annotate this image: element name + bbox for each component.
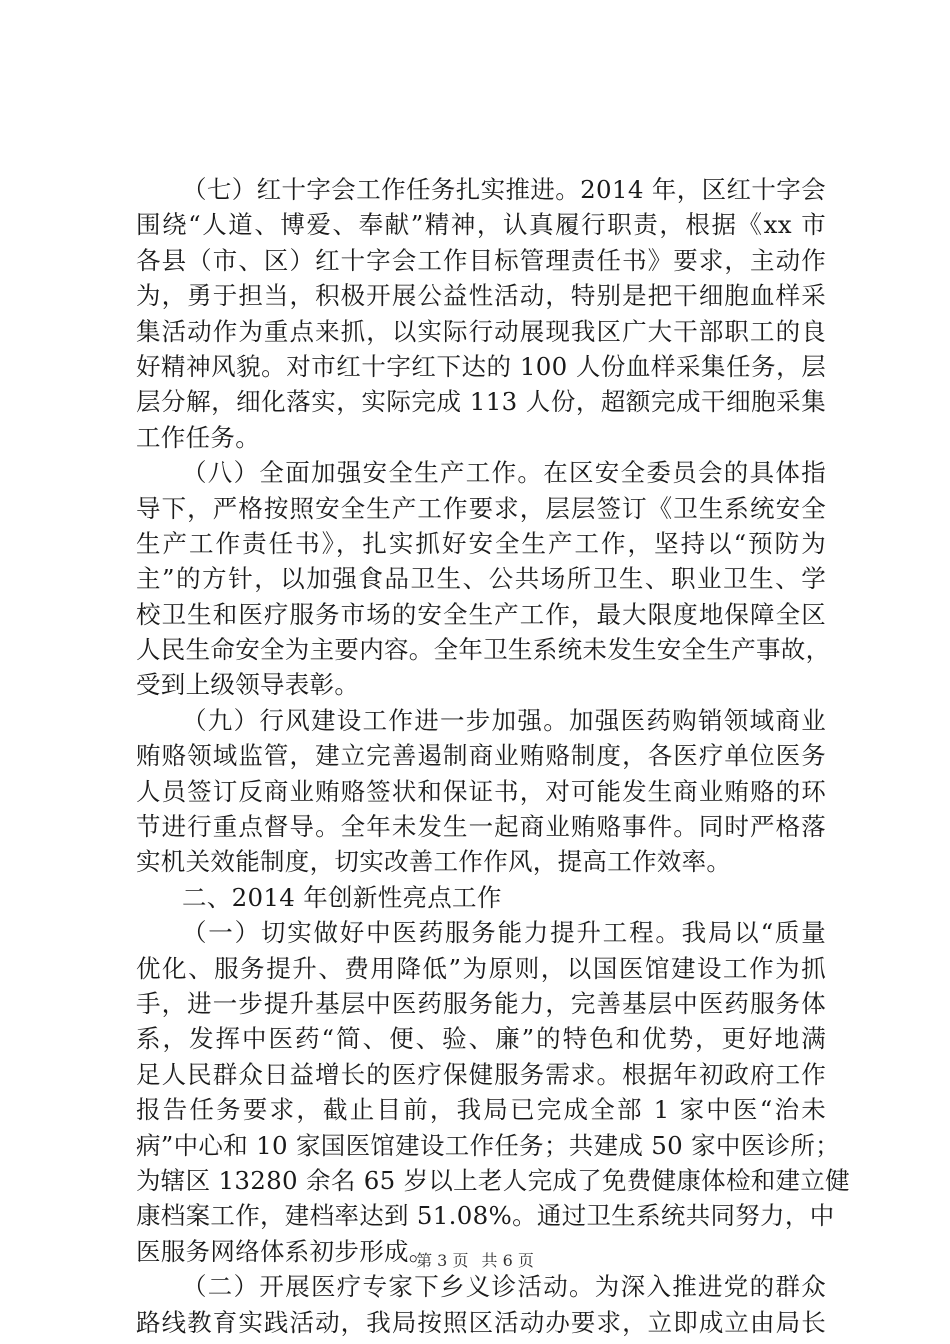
text-line: 受到上级领导表彰。 [136,670,360,700]
text-line: （二）开展医疗专家下乡义诊活动。为深入推进党的群众 [182,1272,826,1302]
text-line: 人民生命安全为主要内容。全年卫生系统未发生安全生产事故， [136,635,831,665]
text-line: 层分解，细化落实，实际完成 113 人份，超额完成干细胞采集 [136,387,826,417]
page-footer [0,1248,950,1271]
page-total: 共 6 页 [481,1251,534,1270]
text-line: 病”中心和 10 家国医馆建设工作任务；共建成 50 家中医诊所； [136,1130,840,1160]
text-line: 校卫生和医疗服务市场的安全生产工作，最大限度地保障全区 [136,599,826,629]
text-line: 人员签订反商业贿赂签状和保证书，对可能发生商业贿赂的环 [136,776,826,806]
text-line: 为辖区 13280 余名 65 岁以上老人完成了免费健康体检和建立健 [136,1165,850,1195]
page-number: 第 3 页 [416,1251,469,1270]
document-body [136,172,850,1340]
text-line: 围绕“人道、博爱、奉献”精神，认真履行职责，根据《xx 市 [136,210,826,240]
text-line: 节进行重点督导。全年未发生一起商业贿赂事件。同时严格落 [136,812,826,842]
text-line: 医服务网络体系初步形成。 [136,1236,434,1266]
text-line: 工作任务。 [136,422,260,452]
text-line: 足人民群众日益增长的医疗保健服务需求。根据年初政府工作 [136,1059,826,1089]
text-line: 贿赂领域监管，建立完善遏制商业贿赂制度，各医疗单位医务 [136,741,826,771]
text-line: 主”的方针，以加强食品卫生、公共场所卫生、职业卫生、学 [136,564,826,594]
text-line: 实机关效能制度，切实改善工作作风，提高工作效率。 [136,847,732,877]
text-line: （一）切实做好中医药服务能力提升工程。我局以“质量 [182,918,826,948]
text-line: 集活动作为重点来抓，以实际行动展现我区广大干部职工的良 [136,316,826,346]
text-line: 报告任务要求，截止目前，我局已完成全部 1 家中医“治未 [136,1095,826,1125]
text-line: 生产工作责任书》，扎实抓好安全生产工作，坚持以“预防为 [136,528,826,558]
text-line: 二、2014 年创新性亮点工作 [182,882,502,912]
text-line: （九）行风建设工作进一步加强。加强医药购销领域商业 [182,705,826,735]
text-line: 手，进一步提升基层中医药服务能力，完善基层中医药服务体 [136,988,826,1018]
text-line: 康档案工作，建档率达到 51.08%。通过卫生系统共同努力，中 [136,1201,835,1231]
text-line: 导下，严格按照安全生产工作要求，层层签订《卫生系统安全 [136,493,826,523]
text-line: 优化、服务提升、费用降低”为原则，以国医馆建设工作为抓 [136,953,826,983]
text-line: 好精神风貌。对市红十字红下达的 100 人份血样采集任务，层 [136,351,826,381]
text-line: 系，发挥中医药“简、便、验、廉”的特色和优势，更好地满 [136,1024,826,1054]
text-line: 路线教育实践活动，我局按照区活动办要求，立即成立由局长 [136,1307,826,1337]
text-line: 为，勇于担当，积极开展公益性活动，特别是把干细胞血样采 [136,281,826,311]
text-line: （八）全面加强安全生产工作。在区安全委员会的具体指 [182,458,826,488]
text-line: （七）红十字会工作任务扎实推进。2014 年，区红十字会 [182,175,826,204]
text-line: 各县（市、区）红十字会工作目标管理责任书》要求，主动作 [136,245,826,275]
